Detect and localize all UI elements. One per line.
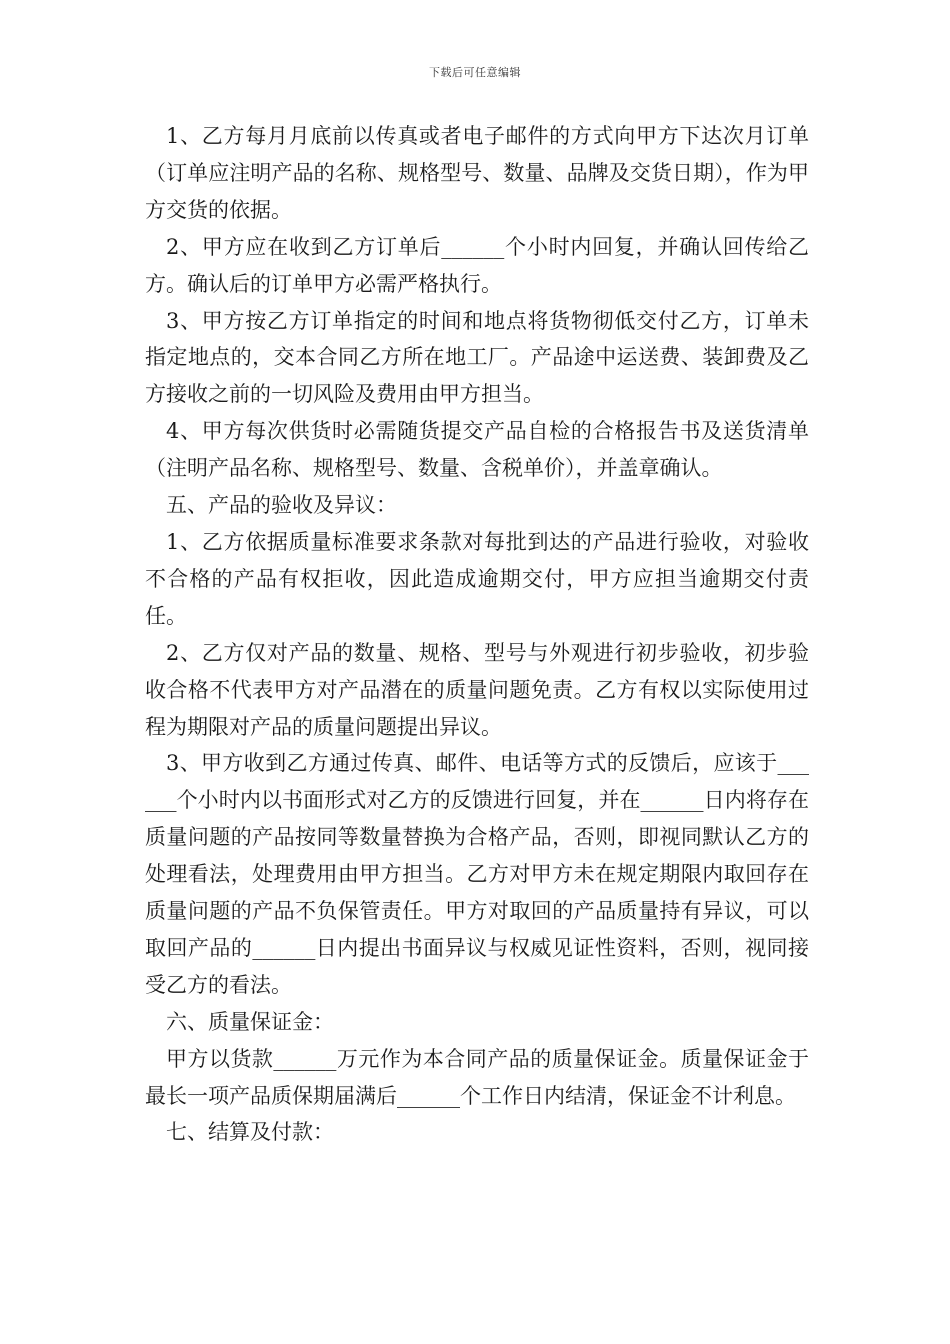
section-heading-acceptance: 五、产品的验收及异议：	[166, 493, 397, 518]
paragraph-acceptance-inspection: 1、乙方依据质量标准要求条款对每批到达的产品进行验收，对验收不合格的产品有权拒收，因此造成逾期交付，甲方应担当逾期交付责任。	[145, 529, 809, 628]
section-heading-settlement: 七、结算及付款：	[166, 1120, 334, 1145]
paragraph-order-placement: 1、乙方每月月底前以传真或者电子邮件的方式向甲方下达次月订单（订单应注明产品的名称、规格型号、数量、品牌及交货日期），作为甲方交货的依据。	[145, 124, 809, 222]
page-header-note: 下载后可任意编辑	[429, 66, 521, 79]
paragraph-order-reply: 2、甲方应在收到乙方订单后______个小时内回复，并确认回传给乙方。确认后的订单甲方必需严格执行。	[145, 234, 809, 296]
paragraph-quality-deposit: 甲方以货款______万元作为本合同产品的质量保证金。质量保证金于最长一项产品质保期届满后______个工作日内结清，保证金不计利息。	[145, 1046, 809, 1108]
paragraph-feedback-handling: 3、甲方收到乙方通过传真、邮件、电话等方式的反馈后，应该于______个小时内以书面形式对乙方的反馈进行回复，并在______日内将存在质量问题的产品按同等数量替换为合格产品，否则，即视同默认乙方的处理看法，处理费用由甲方担当。乙方对甲方未在规定期限内取回存在质量问题的产品不负保管责任。甲方对取回的产品质量持有异议，可以取回产品的______日内提出书面异议与权威见证性资料，否则，视同接受乙方的看法。	[145, 751, 809, 997]
paragraph-supply-documents: 4、甲方每次供货时必需随货提交产品自检的合格报告书及送货清单（注明产品名称、规格型号、数量、含税单价），并盖章确认。	[145, 419, 809, 481]
paragraph-delivery: 3、甲方按乙方订单指定的时间和地点将货物彻低交付乙方，订单未指定地点的，交本合同乙方所在地工厂。产品途中运送费、装卸费及乙方接收之前的一切风险及费用由甲方担当。	[145, 308, 809, 407]
document-body	[145, 118, 809, 1151]
section-heading-quality-deposit: 六、质量保证金：	[166, 1009, 334, 1034]
paragraph-preliminary-acceptance: 2、乙方仅对产品的数量、规格、型号与外观进行初步验收，初步验收合格不代表甲方对产品潜在的质量问题免责。乙方有权以实际使用过程为期限对产品的质量问题提出异议。	[145, 640, 809, 739]
